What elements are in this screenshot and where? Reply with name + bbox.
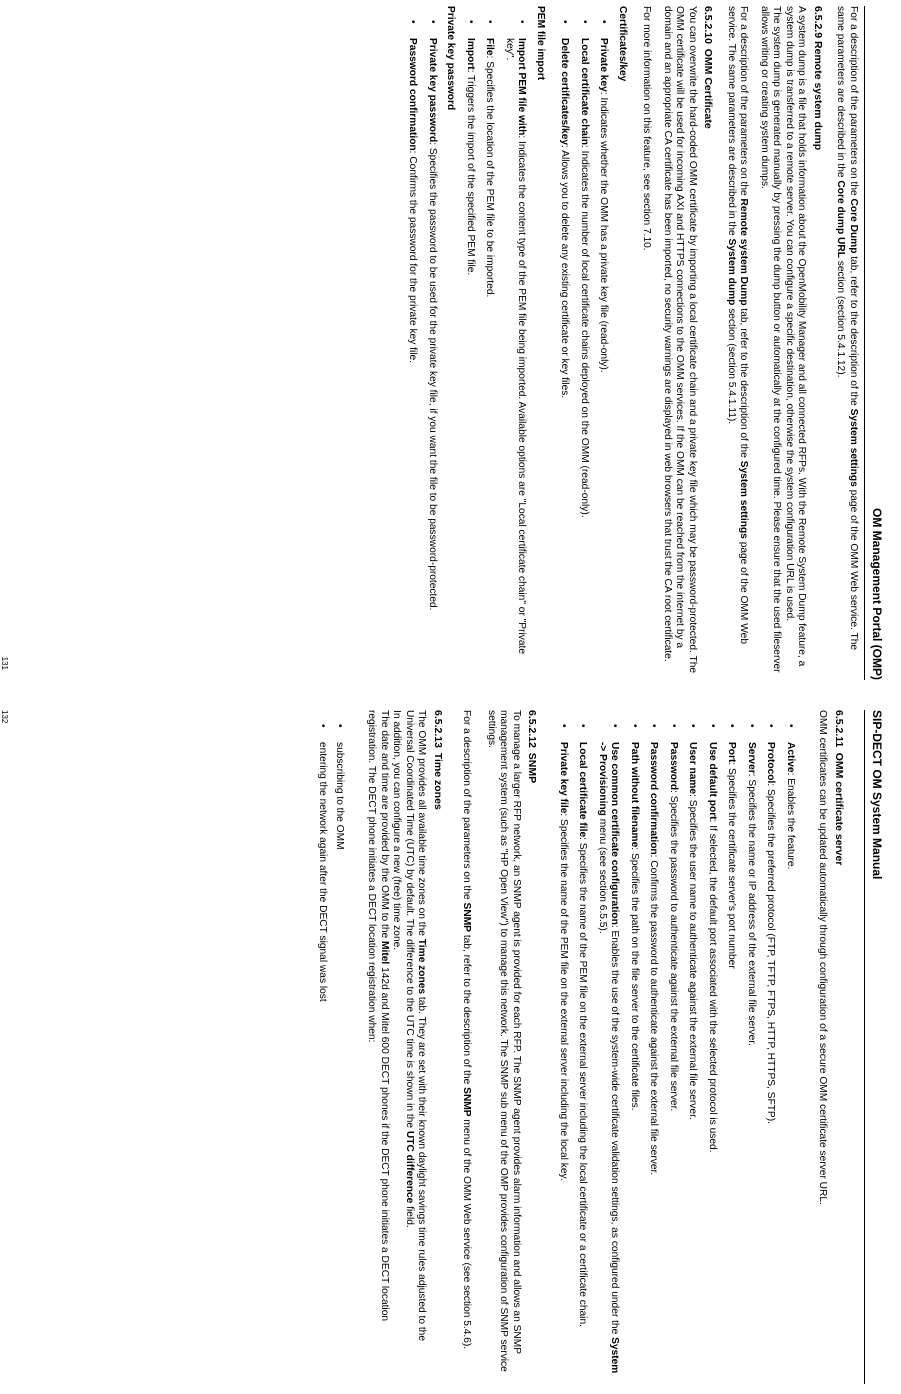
list-item: • Server: Specifies the name or IP address of the external file server. [745,742,758,1376]
paragraph: In addition, you can configure a new (free) time zone. [391,710,403,951]
subheading-private-key-password: Private key password [445,6,457,111]
page-body [310,710,859,1376]
list-item: • Active: Enables the feature. [784,742,797,1376]
subheading-certificates-key: Certificates/key [617,6,628,82]
page-header [864,710,887,1384]
list-item: • Password confirmation: Confirms the password for the private key file. [406,38,419,676]
bullet-list [558,6,610,676]
list-item: • Path without filename: Specifies the path on the file server to the certificate files. [628,742,641,1376]
list-item: • Private key: Indicates whether the OMM has a private key file (read-only). [597,38,610,676]
list-item: • Local certificate chain: Indicates the number of local certificate chains deployed on the OMM (read-only). [578,38,591,676]
paragraph: For a description of the parameters on the SNMP tab, refer to the description of the SNMP menu of the OMM Web service (see section 5.4.6). [461,710,473,1350]
page-header [864,6,887,680]
list-item: • Local certificate file: Specifies the name of the PEM file on the external server including the local certificate or a certificate chain. [576,742,589,1376]
paragraph: You can overwrite the hard-coded OMM certificate by importing a local certificate chain and a private key file which may be password-protected. The OMM certificate will be used for incoming AXI and HTTPS connections to the OMM services. If the OMM can be reached from the internet by a domain and an appropriate CA certificate has been imported, no security warnings are displayed in web browsers that trust the CA root certificate. [662,6,698,674]
list-item: • Import PEM file with: Indicates the content type of the PEM file being imported. Available options are "Local certificate chain" or "Private key". [503,38,528,676]
bullet-list [557,710,797,1376]
page-132 [0,704,901,1394]
bullet-list [464,6,528,676]
section-heading-6-5-2-11: 6.5.2.11 OMM certificate server [833,710,845,866]
bullet-list [406,6,438,676]
core-dump-paragraph: For a description of the parameters on the Core Dump tab, refer to the description of the System settings page of the OMM Web service. The same parameters are described in the Core dump URL section (section 5.4.1.12). [835,6,859,651]
page-131 [0,0,901,690]
list-item: • Protocol: Specifies the preferred protocol (FTP, TFTP, FTPS, HTTP, HTTPS, SFTP). [764,742,777,1376]
paragraph: The system dump is generated manually by pressing the dump button or automatically at the configured time. Please ensure that the used fileserver allows writing or creating system dumps. [759,6,783,673]
section-heading-6-5-2-10: 6.5.2.10 OMM Certificate [702,6,715,129]
list-item: • Import: Triggers the import of the specified PEM file. [464,38,477,676]
list-item: • Private key password: Specifies the password to be used for the private key file, if you want the file to be password-protected. [426,38,439,676]
list-item: • Delete certificates/key: Allows you to delete any existing certificate or key files. [558,38,571,676]
header-title: SIP-DECT OM System Manual [870,710,884,880]
list-item: • Password confirmation: Confirms the password to authenticate against the external file server. [647,742,660,1376]
header-title: OM Management Portal (OMP) [870,507,884,680]
list-item: • User name: Specifies the user name to authenticate against the external file server. [686,742,699,1376]
paragraph: The date and time are provided by the OMM to the Mitel 142d and Mitel 600 DECT phones if the DECT phone initiates a DECT location registration. The DECT phone initiates a DECT location registration when: [366,710,390,1322]
page-body [399,6,859,676]
page-number: 132 [0,710,9,724]
list-item: • Password: Specifies the password to authenticate against the external file server. [667,742,680,1376]
list-item: • subscribing to the OMM [333,742,346,1376]
list-item: • File: Specifies the location of the PEM file to be imported. [483,38,496,676]
paragraph: The OMM provides all available time zones on the Time zones tab. They are set with their known daylight savings time rules adjusted to the Universal Coordinated Time (UTC) by default. The difference to the UTC time is shown in the UTC difference field. [404,710,428,1341]
paragraph: To manage a larger RFP network, an SNMP agent is provided for each RFP. The SNMP agent provides alarm information and allows an SNMP management system (such as "HP Open View") to manage this network. The SNMP sub menu of the OMP provides configuration of SNMP service settings. [486,710,522,1372]
section-heading-6-5-2-12: 6.5.2.12 SNMP [526,710,539,784]
subheading-pem-file-import: PEM file import [535,6,546,81]
list-item: • Private key file: Specifies the name of the PEM file on the external server including the local key. [557,742,570,1376]
list-item: • Port: Specifies the certificate server's port number [725,742,738,1376]
paragraph: A system dump is a file that holds information about the OpenMobility Manager and all connected RFPs. With the Remote System Dump feature, a system dump is transferred to a remote server. You can configure a specific destination, otherwise the system configuration URL is used. [784,6,808,667]
list-item: • Use common certificate configuration: Enables the use of the system-wide certificate validation settings, as configured under the System -> Provisioning menu (see section 6.5.5). [596,742,621,1376]
section-heading-6-5-2-13: 6.5.2.13 Time zones [432,710,444,810]
page-number: 131 [0,656,9,670]
paragraph: For a description of the parameters on the Remote system Dump tab, refer to the description of the System settings page of the OMM Web service. The same parameters are described in the System dump section (section 5.4.1.11). [726,6,750,644]
paragraph: OMM certificates can be updated automatically through configuration of a secure OMM certificate server URL. [817,710,829,1205]
section-heading-6-5-2-9: 6.5.2.9 Remote system dump [812,6,824,151]
list-item: • entering the network again after the DECT signal was lost [316,742,329,1376]
list-item: • Use default port: If selected, the default port associated with the selected protocol is used. [706,742,719,1376]
bullet-list [316,710,345,1376]
paragraph: For more information on this feature, see section 7.10. [641,6,653,251]
